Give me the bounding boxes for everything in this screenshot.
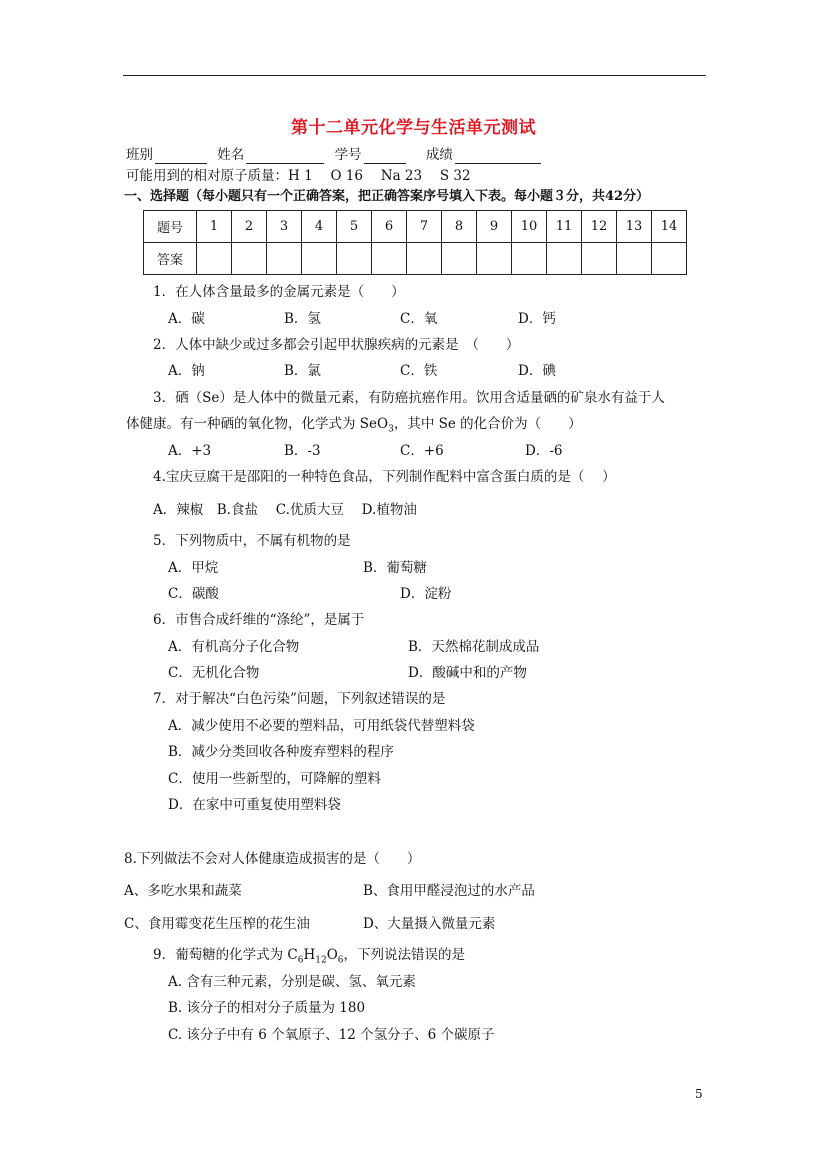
answer-cell[interactable]: [582, 243, 617, 275]
question-8-option: C、食用霉变花生压榨的花生油: [124, 916, 310, 932]
q9-text-a: 9．葡萄糖的化学式为 C: [153, 947, 298, 963]
table-cell: 11: [547, 211, 582, 243]
answer-cell[interactable]: [232, 243, 267, 275]
question-3-line-2: [126, 415, 582, 439]
question-6-option: A．有机高分子化合物: [168, 639, 300, 655]
answer-cell[interactable]: [547, 243, 582, 275]
question-1-option: D．钙: [518, 311, 556, 327]
question-2-option: C．铁: [400, 363, 438, 379]
question-1-option: A．碳: [168, 311, 205, 327]
score-label: 成绩: [425, 147, 453, 163]
question-9: [153, 946, 465, 970]
table-cell: 3: [267, 211, 302, 243]
q3-text-b: ，其中 Se 的化合价为（ ）: [393, 416, 582, 432]
q9-text-o: O: [326, 947, 338, 963]
id-label: 学号: [334, 147, 362, 163]
table-cell: 7: [407, 211, 442, 243]
answer-cell[interactable]: [337, 243, 372, 275]
question-9-option: A. 含有三种元素，分别是碳、氢、氧元素: [168, 974, 416, 990]
section-heading: 一、选择题（每小题只有一个正确答案，把正确答案序号填入下表。每小题３分，共42分）: [124, 189, 650, 204]
question-5-option: B．葡萄糖: [363, 560, 427, 576]
class-blank[interactable]: [155, 149, 207, 164]
question-8-option: A、多吃水果和蔬菜: [124, 883, 242, 899]
question-1: 1．在人体含量最多的金属元素是（ ）: [153, 284, 405, 300]
table-cell: 9: [477, 211, 512, 243]
student-info-line: [126, 146, 543, 164]
question-1-option: C．氧: [400, 311, 438, 327]
question-2-option: B．氯: [284, 363, 321, 379]
name-label: 姓名: [217, 147, 245, 163]
table-header-number: 题号: [144, 211, 197, 243]
table-cell: 12: [582, 211, 617, 243]
answer-cell[interactable]: [442, 243, 477, 275]
header-rule: [123, 75, 706, 76]
question-2-option: A．钠: [168, 363, 205, 379]
answer-cell[interactable]: [407, 243, 442, 275]
question-5-option: A．甲烷: [168, 560, 219, 576]
question-7-option: D．在家中可重复使用塑料袋: [168, 797, 341, 813]
id-blank[interactable]: [364, 149, 406, 164]
table-cell: 13: [617, 211, 652, 243]
question-8-option: D、大量摄入微量元素: [363, 916, 496, 932]
table-cell: 2: [232, 211, 267, 243]
page-number: 5: [695, 1087, 703, 1101]
question-1-option: B．氢: [284, 311, 321, 327]
table-cell: 5: [337, 211, 372, 243]
table-row: [144, 243, 687, 275]
question-5: 5．下列物质中，不属有机物的是: [153, 533, 351, 549]
question-3-option: D．-6: [525, 443, 563, 459]
table-row: [144, 211, 687, 243]
q9-sub-o: 6: [337, 955, 344, 966]
answer-table: [143, 210, 687, 275]
question-2-option: D．碘: [518, 363, 556, 379]
question-7-option: A．减少使用不必要的塑料品，可用纸袋代替塑料袋: [168, 718, 475, 734]
question-4: 4.宝庆豆腐干是邵阳的一种特色食品，下列制作配料中富含蛋白质的是（ ）: [153, 469, 616, 485]
question-7: 7．对于解决“白色污染”问题，下列叙述错误的是: [153, 691, 446, 707]
q9-text-h: H: [303, 947, 316, 963]
table-header-answer: 答案: [144, 243, 197, 275]
answer-cell[interactable]: [372, 243, 407, 275]
q3-text-a: 体健康。有一种硒的氧化物，化学式为 SeO: [126, 416, 389, 432]
atomic-mass-line: 可能用到的相对原子质量：H 1 O 16 Na 23 S 32: [126, 168, 471, 184]
question-2: 2．人体中缺少或过多都会引起甲状腺疾病的元素是 （ ）: [153, 337, 520, 353]
question-9-option: C. 该分子中有 6 个氧原子、12 个氢分子、6 个碳原子: [168, 1027, 495, 1043]
q3-subscript: 3: [388, 424, 394, 435]
table-cell: 10: [512, 211, 547, 243]
question-3-line-1: 3．硒（Se）是人体中的微量元素，有防癌抗癌作用。饮用含适量硒的矿泉水有益于人: [153, 390, 665, 406]
question-3-option: A．+3: [168, 443, 212, 459]
page-title: 第十二单元化学与生活单元测试: [291, 118, 536, 138]
q9-text-d: ，下列说法错误的是: [343, 947, 465, 963]
q9-sub-c: 6: [297, 955, 304, 966]
score-blank[interactable]: [455, 149, 541, 164]
answer-cell[interactable]: [652, 243, 687, 275]
question-9-option: B. 该分子的相对分子质量为 180: [168, 1000, 366, 1016]
table-cell: 8: [442, 211, 477, 243]
question-5-option: D．淀粉: [400, 586, 452, 602]
question-6-option: D．酸碱中和的产物: [408, 665, 527, 681]
q9-sub-h: 12: [315, 955, 327, 966]
question-4-options: A．辣椒 B.食盐 C.优质大豆 D.植物油: [153, 502, 417, 518]
class-label: 班别: [126, 147, 153, 163]
table-cell: 14: [652, 211, 687, 243]
answer-cell[interactable]: [197, 243, 232, 275]
question-7-option: B．减少分类回收各种废弃塑料的程序: [168, 744, 394, 760]
table-cell: 4: [302, 211, 337, 243]
name-blank[interactable]: [246, 149, 324, 164]
answer-cell[interactable]: [267, 243, 302, 275]
question-7-option: C．使用一些新型的，可降解的塑料: [168, 771, 381, 787]
question-8: 8.下列做法不会对人体健康造成损害的是（ ）: [124, 851, 421, 867]
table-cell: 1: [197, 211, 232, 243]
question-6-option: C．无机化合物: [168, 665, 260, 681]
answer-cell[interactable]: [617, 243, 652, 275]
answer-cell[interactable]: [477, 243, 512, 275]
question-6-option: B．天然棉花制成成品: [408, 639, 540, 655]
question-8-option: B、食用甲醛浸泡过的水产品: [363, 883, 535, 899]
question-6: 6．市售合成纤维的“涤纶”，是属于: [153, 612, 365, 628]
question-3-option: B．-3: [284, 443, 321, 459]
answer-cell[interactable]: [302, 243, 337, 275]
question-5-option: C．碳酸: [168, 586, 219, 602]
answer-cell[interactable]: [512, 243, 547, 275]
question-3-option: C．+6: [400, 443, 444, 459]
table-cell: 6: [372, 211, 407, 243]
